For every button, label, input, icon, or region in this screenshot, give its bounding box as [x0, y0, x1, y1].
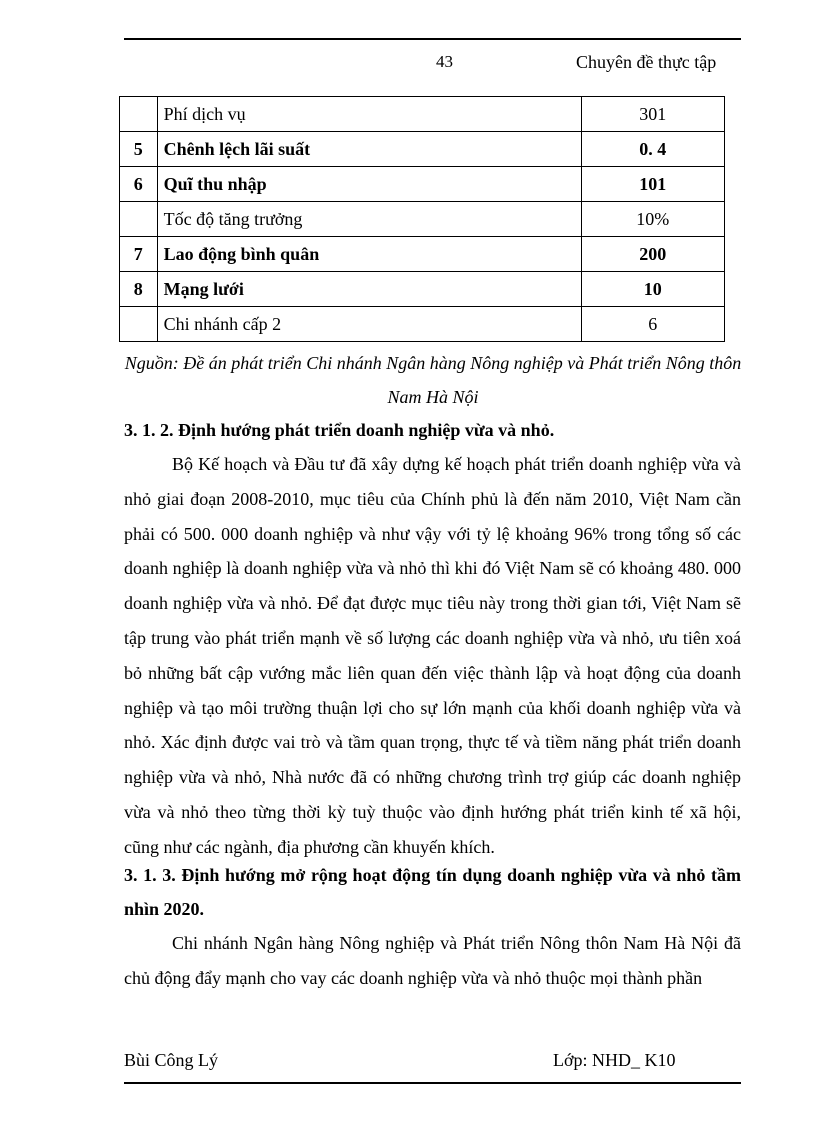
row-value: 10 [581, 272, 724, 307]
document-title: Chuyên đề thực tập [576, 52, 717, 72]
section-paragraph-313: Chi nhánh Ngân hàng Nông nghiệp và Phát triển Nông thôn Nam Hà Nội đã chủ động đẩy mạnh cho vay các doanh nghiệp vừa và nhỏ thuộc mọi thành phần [124, 933, 741, 988]
section-paragraph-312: Bộ Kế hoạch và Đầu tư đã xây dựng kế hoạch phát triển doanh nghiệp vừa và nhỏ giai đoạn 2008-2010, mục tiêu của Chính phủ là đến năm 2010, Việt Nam cần phải có 500. 000 doanh nghiệp và như vậy với tỷ lệ khoảng 96% trong tổng số các doanh nghiệp là doanh nghiệp vừa và nhỏ thì khi đó Việt Nam sẽ có khoảng 480. 000 doanh nghiệp vừa và nhỏ. Để đạt được mục tiêu này trong thời gian tới, Việt Nam sẽ tập trung vào phát triển mạnh về số lượng các doanh nghiệp vừa và nhỏ, ưu tiên xoá bỏ những bất cập vướng mắc liên quan đến việc thành lập và hoạt động của doanh nghiệp và tạo môi trường thuận lợi cho sự lớn mạnh của khối doanh nghiệp vừa và nhỏ. Xác định được vai trò và tầm quan trọng, thực tế và tiềm năng phát triển doanh nghiệp vừa và nhỏ, Nhà nước đã có những chương trình trợ giúp các doanh nghiệp vừa và nhỏ theo từng thời kỳ tuỳ thuộc vào định hướng phát triển kinh tế xã hội, cũng như các ngành, địa phương cần khuyến khích. [124, 454, 741, 857]
page-number: 43 [436, 52, 453, 71]
data-table [119, 96, 725, 342]
footer-author: Bùi Công Lý [124, 1050, 219, 1070]
section-heading-312: 3. 1. 2. Định hướng phát triển doanh nghiệp vừa và nhỏ. [124, 420, 555, 440]
footer-rule [124, 1082, 741, 1084]
table-row [120, 237, 725, 272]
section-heading-313: 3. 1. 3. Định hướng mở rộng hoạt động tín dụng doanh nghiệp vừa và nhỏ tầm nhìn 2020. [124, 865, 741, 919]
row-number: 8 [120, 272, 158, 307]
row-number: 6 [120, 167, 158, 202]
table-row [120, 272, 725, 307]
row-item: Phí dịch vụ [157, 97, 581, 132]
row-item: Quĩ thu nhập [157, 167, 581, 202]
row-value: 200 [581, 237, 724, 272]
row-number [120, 307, 158, 342]
table-row [120, 202, 725, 237]
row-item: Mạng lưới [157, 272, 581, 307]
source-note: Nguồn: Đề án phát triển Chi nhánh Ngân hàng Nông nghiệp và Phát triển Nông thôn Nam Hà Nội [124, 353, 742, 407]
row-number [120, 97, 158, 132]
row-number: 7 [120, 237, 158, 272]
row-value: 10% [581, 202, 724, 237]
row-item: Chênh lệch lãi suất [157, 132, 581, 167]
table-row [120, 307, 725, 342]
row-item: Tốc độ tăng trưởng [157, 202, 581, 237]
footer-class: Lớp: NHD_ K10 [553, 1050, 676, 1070]
row-value: 6 [581, 307, 724, 342]
header-rule [124, 38, 741, 40]
row-value: 301 [581, 97, 724, 132]
table-row [120, 132, 725, 167]
row-item: Chi nhánh cấp 2 [157, 307, 581, 342]
table-row [120, 97, 725, 132]
row-number: 5 [120, 132, 158, 167]
row-number [120, 202, 158, 237]
row-value: 0. 4 [581, 132, 724, 167]
row-value: 101 [581, 167, 724, 202]
row-item: Lao động bình quân [157, 237, 581, 272]
table-row [120, 167, 725, 202]
